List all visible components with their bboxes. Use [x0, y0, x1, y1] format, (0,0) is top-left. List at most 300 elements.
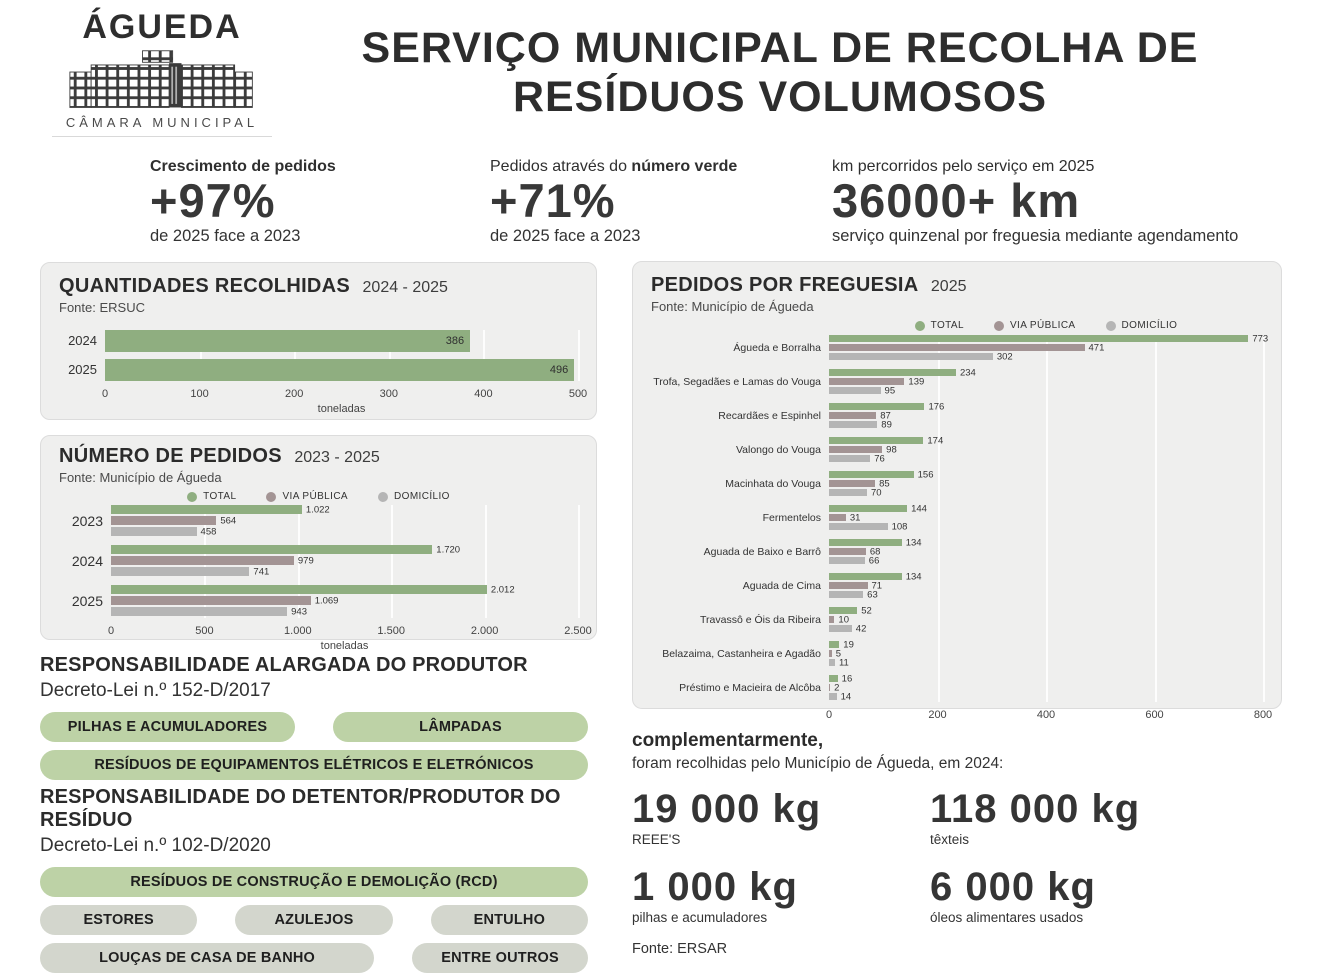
kpi-value: 118 000 kg — [930, 787, 1141, 831]
chart-rows — [59, 330, 578, 381]
bar-track — [829, 607, 1263, 614]
municipality-logo — [52, 8, 272, 137]
chart-legend — [829, 320, 1263, 331]
bar-track — [829, 591, 1263, 598]
bar-group — [105, 330, 578, 352]
chart-plot — [651, 333, 1269, 702]
category-pill: RESÍDUOS DE EQUIPAMENTOS ELÉTRICOS E ELETRÓNICOS — [40, 750, 588, 780]
axis-tick: 1.500 — [377, 625, 405, 637]
chart-plot — [59, 330, 578, 381]
bar — [111, 555, 314, 566]
bar-track — [829, 446, 1263, 453]
bar-group — [829, 437, 1263, 464]
bar-track — [829, 684, 1263, 691]
bar-track — [829, 693, 1263, 700]
section-responsabilidade-produtor — [40, 654, 588, 788]
bar — [829, 673, 853, 684]
bar-track — [829, 421, 1263, 428]
panel-quantidades-recolhidas — [40, 262, 597, 420]
bar-track — [829, 333, 1269, 344]
bar-value-label: 2 — [834, 682, 840, 693]
bar — [829, 385, 896, 396]
axis-tick: 0 — [107, 625, 115, 637]
kpi-value: 36000+ km — [832, 174, 1081, 227]
bar — [829, 691, 852, 702]
category-label: Travassô e Óis da Ribeira — [700, 614, 821, 627]
bar-value-label: 76 — [874, 453, 885, 464]
bar-group — [829, 573, 1263, 600]
bar-group — [829, 607, 1263, 634]
legend-color-icon — [266, 492, 276, 502]
complementary-intro: foram recolhidas pelo Município de Águeda, em 2024: — [632, 755, 1004, 772]
bar — [829, 648, 841, 659]
bar — [829, 444, 897, 455]
bar — [829, 401, 945, 412]
kpi-note: de 2025 face a 2023 — [490, 227, 641, 246]
legend-color-icon — [187, 492, 197, 502]
bar-value-label: 471 — [1088, 342, 1105, 353]
page-title: SERVIÇO MUNICIPAL DE RECOLHA DE RESÍDUOS VOLUMOSOS — [361, 24, 1199, 121]
bar — [829, 419, 892, 430]
category-pill: ENTRE OUTROS — [412, 943, 588, 973]
bar-value-label: 95 — [884, 385, 896, 396]
category-label: Aguada de Baixo e Barrô — [703, 546, 821, 559]
bar-value-label: 234 — [959, 367, 976, 378]
x-axis-label: toneladas — [317, 403, 366, 415]
bar-track — [829, 514, 1263, 521]
chart-header — [59, 445, 578, 467]
bar-chart-freguesias — [651, 320, 1273, 723]
axis-tick: 1.000 — [284, 625, 312, 637]
bar — [829, 410, 891, 421]
bar-value-label: 98 — [886, 444, 897, 455]
bar — [829, 478, 890, 489]
kpi-value: 1 000 kg — [632, 865, 798, 909]
bar-value-label: 19 — [843, 639, 854, 650]
bar — [829, 682, 840, 693]
bar-value-label: 70 — [870, 487, 882, 498]
chart-title: NÚMERO DE PEDIDOS — [59, 445, 282, 467]
section-complementary — [632, 730, 1292, 957]
bar — [829, 537, 922, 548]
building-icon — [62, 49, 262, 111]
bar-group — [829, 369, 1263, 396]
bar — [829, 605, 872, 616]
bar-group — [111, 585, 578, 618]
bar-value-label: 11 — [838, 657, 849, 668]
chart-row — [651, 573, 1263, 600]
chart-row — [651, 505, 1263, 532]
bar-track — [829, 437, 1263, 444]
bar-track — [111, 607, 578, 616]
chart-row — [59, 585, 578, 618]
bar-track — [829, 412, 1263, 419]
chart-header — [651, 274, 1263, 296]
bar — [829, 487, 882, 498]
category-label: 2024 — [71, 553, 103, 570]
bar — [829, 521, 908, 532]
category-label: 2023 — [71, 513, 103, 530]
bar-value-label: 31 — [849, 512, 861, 523]
section-heading: RESPONSABILIDADE ALARGADA DO PRODUTOR — [40, 654, 528, 676]
kpi-note: serviço quinzenal por freguesia mediante agendamento — [832, 227, 1239, 246]
bar-value-label: 14 — [840, 691, 852, 702]
bar — [829, 512, 861, 523]
bar — [829, 469, 934, 480]
category-label: 2025 — [68, 361, 97, 377]
bar-track — [111, 585, 578, 594]
bar-track — [829, 650, 1263, 657]
bar-value-label: 1.720 — [436, 544, 461, 555]
bar-group — [829, 471, 1263, 498]
bar-track — [829, 369, 1263, 376]
axis-tick: 400 — [474, 388, 493, 400]
bar-group — [829, 505, 1263, 532]
bar — [111, 566, 270, 577]
bar-value-label: 68 — [869, 546, 881, 557]
x-axis — [825, 709, 1273, 723]
logo-subtitle: CÂMARA MUNICIPAL — [65, 115, 259, 130]
kpi-value: 19 000 kg — [632, 787, 822, 831]
chart-row — [651, 539, 1263, 566]
category-pill: ESTORES — [40, 905, 197, 935]
bar-value-label: 144 — [911, 503, 927, 514]
axis-tick: 0 — [101, 388, 109, 400]
bar-value-label: 1.069 — [314, 595, 339, 606]
bar-value-label: 52 — [861, 605, 872, 616]
panel-pedidos-por-freguesia — [632, 261, 1282, 721]
category-pill: PILHAS E ACUMULADORES — [40, 712, 295, 742]
panel-numero-de-pedidos — [40, 435, 597, 652]
kpi-label: óleos alimentares usados — [930, 910, 1084, 925]
chart-row — [651, 403, 1263, 430]
category-label: Belazaima, Castanheira e Agadão — [662, 648, 821, 661]
bar — [111, 526, 217, 537]
legend-color-icon — [994, 321, 1004, 331]
bar-track — [829, 616, 1263, 623]
kpi-label: têxteis — [930, 832, 970, 847]
bar-group — [111, 545, 578, 578]
bar-track — [111, 516, 578, 525]
category-pill: AZULEJOS — [235, 905, 392, 935]
bar-value-label: 10 — [838, 614, 849, 625]
bar-chart-pedidos — [59, 491, 592, 652]
bar — [829, 555, 880, 566]
axis-tick: 600 — [1145, 709, 1164, 721]
chart-row — [651, 675, 1263, 702]
bar-value-label: 564 — [220, 515, 237, 526]
category-label: Águeda e Borralha — [733, 342, 821, 355]
bar-chart-quantidades — [59, 330, 588, 415]
bar-value-label: 42 — [855, 623, 867, 634]
bar-track — [829, 675, 1263, 682]
bar — [111, 595, 339, 606]
legend-item — [994, 320, 1076, 331]
bar-track — [829, 489, 1263, 496]
bar-value-label: 66 — [868, 555, 880, 566]
bar — [829, 333, 1269, 344]
bar-group — [829, 539, 1263, 566]
kpi — [150, 158, 490, 246]
legend-label: DOMICÍLIO — [1121, 320, 1178, 331]
legend-label: VIA PÚBLICA — [1009, 320, 1076, 331]
axis-tick: 800 — [1253, 709, 1273, 721]
chart-row — [59, 505, 578, 538]
kpi-note: de 2025 face a 2023 — [150, 227, 301, 246]
chart-row — [59, 330, 578, 352]
bar-value-label: 1.022 — [305, 504, 330, 515]
kpi — [632, 789, 930, 847]
axis-tick: 400 — [1036, 709, 1056, 721]
bar — [829, 639, 854, 650]
chart-title: PEDIDOS POR FREGUESIA — [651, 274, 919, 296]
kpi — [832, 158, 1302, 246]
x-axis — [107, 625, 592, 639]
axis-tick: 200 — [285, 388, 304, 400]
complementary-heading: complementarmente, — [632, 730, 824, 751]
gridline — [578, 330, 580, 381]
section-heading: RESPONSABILIDADE DO DETENTOR/PRODUTOR DO RESÍDUO — [40, 786, 561, 831]
bar-track — [829, 539, 1263, 546]
kpi-row — [150, 158, 1302, 246]
bar-track — [829, 353, 1263, 360]
category-label: 2025 — [71, 593, 103, 610]
bar-value-label: 5 — [835, 648, 841, 659]
kpi-value: 6 000 kg — [930, 865, 1096, 909]
bar — [829, 623, 867, 634]
bar — [111, 584, 515, 595]
bar-track — [829, 548, 1263, 555]
bar-value-label: 63 — [867, 589, 878, 600]
kpi-value: +97% — [150, 174, 276, 227]
bar — [111, 544, 461, 555]
chart-subtitle: 2024 - 2025 — [362, 279, 448, 296]
bar — [829, 580, 883, 591]
axis-tick: 100 — [190, 388, 209, 400]
chart-source: Fonte: ERSUC — [59, 300, 145, 315]
legend-item — [915, 320, 964, 331]
bar-track — [111, 545, 578, 554]
bar — [105, 330, 470, 352]
bar-track — [111, 567, 578, 576]
pill-row — [40, 750, 588, 780]
category-label: Préstimo e Macieira de Alcôba — [679, 682, 821, 695]
chart-row — [59, 545, 578, 578]
legend-label: VIA PÚBLICA — [282, 491, 349, 502]
category-pill: RESÍDUOS DE CONSTRUÇÃO E DEMOLIÇÃO (RCD) — [40, 867, 588, 897]
bar-track — [829, 557, 1263, 564]
kpi-label-part: número verde — [631, 158, 738, 175]
bar-track — [829, 659, 1263, 666]
legend-label: TOTAL — [203, 491, 237, 502]
chart-source: Fonte: Município de Águeda — [59, 470, 222, 485]
category-label: Recardães e Espinhel — [718, 410, 821, 423]
chart-plot — [59, 505, 578, 618]
bar-value-label: 134 — [905, 537, 922, 548]
kpi — [930, 867, 1292, 925]
bar-value-label: 87 — [880, 410, 891, 421]
bar-track — [829, 455, 1263, 462]
bar-track — [829, 378, 1263, 385]
bar — [829, 589, 878, 600]
bar — [829, 614, 849, 625]
gridline — [578, 505, 580, 618]
legend-color-icon — [915, 321, 925, 331]
axis-tick: 2.000 — [470, 625, 499, 637]
bar-value-label: 139 — [908, 376, 925, 387]
chart-rows — [59, 505, 578, 618]
bar — [829, 342, 1105, 353]
chart-row — [651, 369, 1263, 396]
bar — [111, 515, 237, 526]
bar-value-label: 496 — [549, 364, 569, 376]
bar-track — [111, 527, 578, 536]
bar-track — [829, 523, 1263, 530]
category-label: Trofa, Segadães e Lamas do Vouga — [653, 376, 821, 389]
chart-rows — [651, 333, 1269, 702]
legend-color-icon — [1106, 321, 1116, 331]
legend-label: TOTAL — [930, 320, 964, 331]
bar — [829, 571, 922, 582]
gridline — [1263, 335, 1265, 702]
bar-track — [105, 330, 578, 352]
bar — [829, 435, 944, 446]
legend-color-icon — [378, 492, 388, 502]
section-responsabilidade-detentor — [40, 786, 588, 974]
kpi — [632, 867, 930, 925]
legend-item — [1106, 320, 1178, 331]
bar-track — [105, 359, 578, 381]
pill-row — [40, 943, 588, 973]
bar-value-label: 773 — [1252, 333, 1269, 344]
bar-value-label: 302 — [996, 351, 1013, 362]
bar — [829, 367, 976, 378]
category-label: Valongo do Vouga — [735, 444, 821, 457]
chart-subtitle: 2023 - 2025 — [294, 449, 380, 466]
bar — [829, 376, 925, 387]
bar — [829, 503, 927, 514]
bar — [829, 351, 1013, 362]
chart-subtitle: 2025 — [930, 278, 967, 295]
bar-value-label: 85 — [879, 478, 890, 489]
category-pill: LÂMPADAS — [333, 712, 588, 742]
chart-row — [651, 437, 1263, 464]
bar-group — [829, 333, 1269, 362]
chart-source: Fonte: Município de Águeda — [651, 299, 814, 314]
kpi-label-part: km percorridos pelo serviço em 2025 — [832, 158, 1095, 175]
axis-tick: 0 — [825, 709, 833, 721]
axis-tick: 200 — [928, 709, 947, 721]
bar-track — [111, 596, 578, 605]
bar-track — [829, 403, 1263, 410]
logo-title: ÁGUEDA — [82, 8, 242, 46]
pill-row — [40, 867, 588, 897]
bar-track — [829, 573, 1263, 580]
bar — [829, 453, 885, 464]
complementary-source: Fonte: ERSAR — [632, 941, 728, 957]
bar-value-label: 386 — [445, 335, 465, 347]
bar-value-label: 16 — [841, 673, 853, 684]
axis-tick: 500 — [568, 388, 588, 400]
bar-track — [829, 582, 1263, 589]
bar-group — [829, 403, 1263, 430]
bar-group — [111, 505, 578, 538]
section-law: Decreto-Lei n.º 102-D/2020 — [40, 835, 271, 856]
bar-value-label: 943 — [291, 606, 307, 617]
bar-track — [829, 471, 1263, 478]
chart-header — [59, 275, 578, 297]
bar-track — [829, 505, 1263, 512]
kpi — [490, 158, 832, 246]
category-label: Macinhata do Vouga — [725, 478, 821, 491]
x-axis — [101, 388, 588, 402]
bar-value-label: 134 — [905, 571, 922, 582]
axis-tick: 2.500 — [564, 625, 592, 637]
bar-value-label: 156 — [917, 469, 934, 480]
bar-value-label: 108 — [891, 521, 908, 532]
bar-value-label: 458 — [200, 526, 217, 537]
legend-item — [266, 491, 348, 502]
kpi — [930, 789, 1292, 847]
x-axis-label: toneladas — [320, 640, 369, 652]
bar — [105, 359, 574, 381]
chart-row — [651, 607, 1263, 634]
bar-value-label: 174 — [927, 435, 944, 446]
pill-row — [40, 905, 588, 935]
pill-row — [40, 712, 588, 742]
legend-item — [187, 491, 236, 502]
bar-track — [829, 344, 1263, 351]
category-pill: LOUÇAS DE CASA DE BANHO — [40, 943, 374, 973]
bar-track — [829, 641, 1263, 648]
chart-row — [651, 471, 1263, 498]
bar-group — [829, 675, 1263, 702]
bar-value-label: 71 — [871, 580, 883, 591]
bar — [111, 504, 330, 515]
category-label: Fermentelos — [762, 512, 821, 525]
bar-track — [829, 625, 1263, 632]
kpi-label-part: Pedidos através do — [490, 158, 632, 175]
bar-track — [111, 505, 578, 514]
axis-tick: 500 — [195, 625, 214, 637]
legend-item — [378, 491, 450, 502]
category-pill: ENTULHO — [431, 905, 588, 935]
chart-legend — [59, 491, 578, 502]
bar — [829, 546, 881, 557]
kpi-value: +71% — [490, 174, 616, 227]
section-law: Decreto-Lei n.º 152-D/2017 — [40, 680, 271, 701]
kpi-label: REEE'S — [632, 832, 681, 847]
bar-value-label: 2.012 — [490, 584, 515, 595]
chart-row — [59, 359, 578, 381]
bar-group — [829, 641, 1263, 668]
bar-track — [111, 556, 578, 565]
bar-value-label: 89 — [881, 419, 892, 430]
chart-title: QUANTIDADES RECOLHIDAS — [59, 275, 351, 297]
axis-tick: 300 — [379, 388, 398, 400]
kpi-label: pilhas e acumuladores — [632, 910, 768, 925]
bar-track — [829, 480, 1263, 487]
bar-value-label: 176 — [928, 401, 945, 412]
chart-row — [651, 641, 1263, 668]
bar-track — [829, 387, 1263, 394]
kpi-label-part: Crescimento de pedidos — [150, 158, 336, 175]
complementary-kpis — [632, 789, 1292, 925]
bar-value-label: 741 — [253, 566, 270, 577]
category-label: Aguada de Cima — [742, 580, 821, 593]
bar — [111, 606, 307, 617]
bar-group — [105, 359, 578, 381]
